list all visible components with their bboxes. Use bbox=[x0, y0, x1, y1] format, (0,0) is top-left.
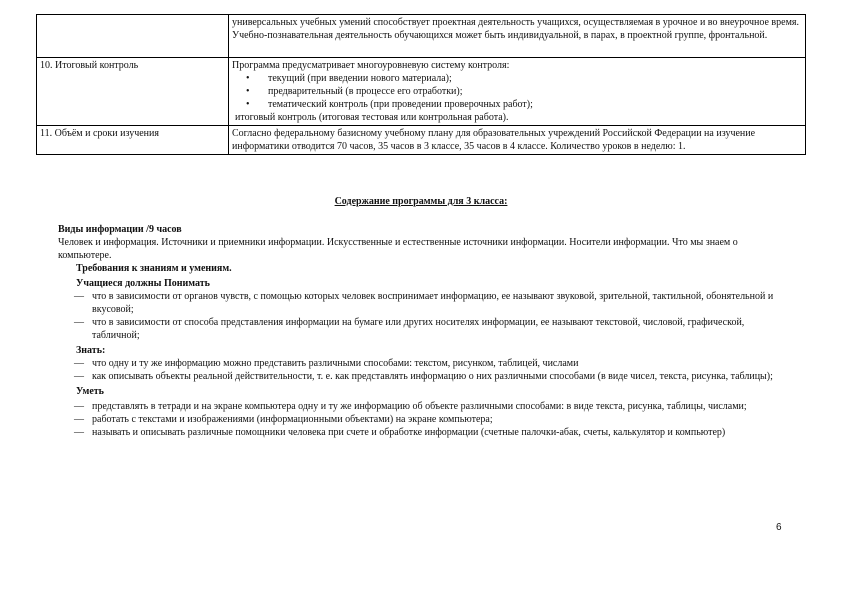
understand-label: Учащиеся должны Понимать bbox=[76, 278, 210, 289]
requirements-label: Требования к знаниям и умениям. bbox=[76, 263, 232, 274]
table-cell-text bbox=[229, 58, 806, 126]
page-number: 6 bbox=[776, 522, 782, 533]
table-row bbox=[37, 15, 806, 58]
list-item: — что в зависимости от органов чувств, с помощью которых человек воспринимает информацию, ее называют звуковой, зрительной, тактильной, обонятельной и вкусовой; bbox=[62, 290, 778, 316]
list-item: • текущий (при введении нового материала); bbox=[268, 72, 802, 85]
list-item: — как описывать объекты реальной действительности, т. е. как представлять информацию о них различными способами (в виде чисел, текста, рисунка, таблицы); bbox=[62, 370, 778, 383]
table-cell-text: универсальных учебных умений способствует проектная деятельность учащихся, осуществляемая в урочное и во внеурочное время. Учебно-познавательная деятельность обучающихся может быть индивидуальной, в парах, в проектной группе, фронтальной. bbox=[229, 15, 806, 58]
list-item: — что одну и ту же информацию можно представить различными способами: текстом, рисунком, таблицей, числами bbox=[62, 357, 778, 370]
table-cell-label: 10. Итоговый контроль bbox=[37, 58, 229, 126]
control-intro: Программа предусматривает многоуровневую систему контроля: bbox=[232, 60, 510, 71]
list-item: • предварительный (в процессе его отработки); bbox=[268, 85, 802, 98]
list-item: — что в зависимости от способа представления информации на бумаге или других носителях информации, ее называют текстовой, числовой, графической, табличной; bbox=[62, 316, 778, 342]
table-cell-text: Согласно федеральному базисному учебному плану для образовательных учреждений Российской Федерации на изучение информатики отводится 70 часов, 35 часов в 3 классе, 35 часов в 4 классе. Количество уроков в неделю: 1. bbox=[229, 126, 806, 155]
table-cell-label bbox=[37, 15, 229, 58]
know-label: Знать: bbox=[76, 345, 106, 356]
control-list bbox=[232, 72, 802, 111]
section-title: Виды информации /9 часов bbox=[58, 224, 182, 235]
section-heading: Содержание программы для 3 класса: bbox=[334, 196, 508, 207]
program-table bbox=[36, 14, 806, 155]
list-item: — называть и описывать различные помощники человека при счете и обработке информации (счетные палочки-абак, счеты, калькулятор и компьютер) bbox=[62, 426, 778, 439]
program-content bbox=[58, 223, 778, 439]
section-intro: Человек и информация. Источники и приемники информации. Искусственные и естественные источники информации. Носители информации. Что мы знаем о компьютере. bbox=[58, 237, 738, 261]
list-item: • тематический контроль (при проведении проверочных работ); bbox=[268, 98, 802, 111]
table-row-volume bbox=[37, 126, 806, 155]
table-row-final-control bbox=[37, 58, 806, 126]
table-cell-label: 11. Объём и сроки изучения bbox=[37, 126, 229, 155]
can-label: Уметь bbox=[76, 386, 104, 397]
list-item: — представлять в тетради и на экране компьютера одну и ту же информацию об объекте различными способами: в виде текста, рисунка, таблицы, числами; bbox=[62, 400, 778, 413]
control-outro: итоговый контроль (итоговая тестовая или контрольная работа). bbox=[235, 112, 509, 123]
list-item: — работать с текстами и изображениями (информационными объектами) на экране компьютера; bbox=[62, 413, 778, 426]
